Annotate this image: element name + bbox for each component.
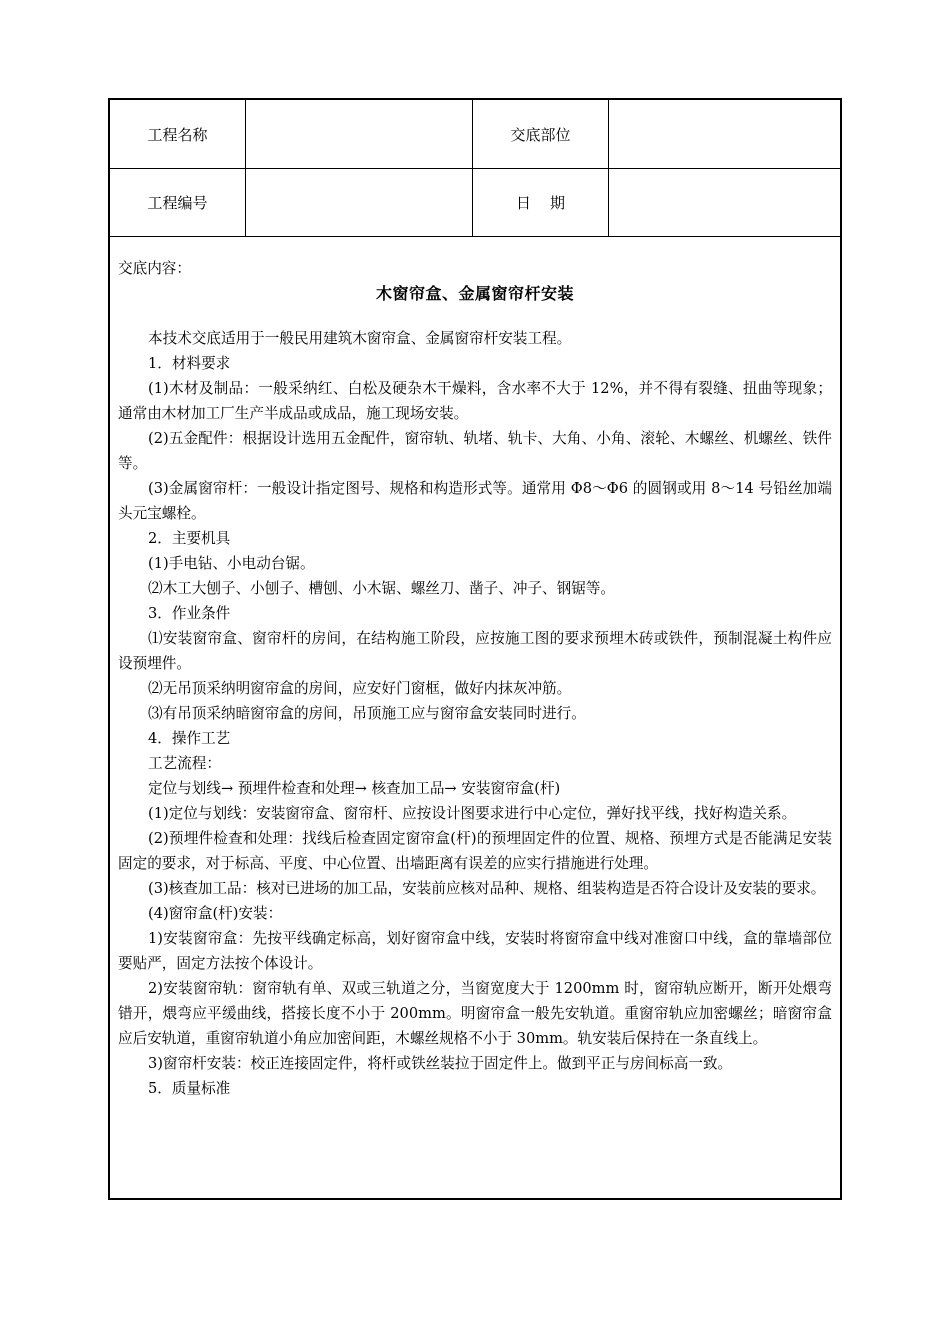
content-lead: 交底内容： — [118, 260, 191, 277]
content-paragraph: (4)窗帘盒(杆)安装： — [148, 905, 283, 922]
content-paragraph: 3．作业条件 — [148, 605, 231, 622]
project-name-label: 工程名称 — [110, 100, 246, 168]
content-paragraph: 工艺流程： — [148, 755, 221, 772]
content-paragraph: ⑶有吊顶采纳暗窗帘盒的房间，吊顶施工应与窗帘盒安装同时进行。 — [148, 705, 586, 722]
date-label-text: 日 期 — [515, 193, 566, 212]
header-row-1 — [110, 100, 840, 169]
document-title: 木窗帘盒、金属窗帘杆安装 — [375, 284, 574, 303]
project-number-label: 工程编号 — [110, 168, 246, 236]
header-row-2 — [110, 168, 840, 237]
date-value[interactable] — [609, 168, 840, 236]
disclosure-form — [108, 98, 842, 1200]
content-paragraph: (3)金属窗帘杆：一般设计指定图号、规格和构造形式等。通常用 Φ8～Φ6 的圆钢或用 8～14 号铅丝加端头元宝螺栓。 — [118, 480, 832, 522]
content-paragraph: 3)窗帘杆安装：校正连接固定件，将杆或铁丝装拉于固定件上。做到平正与房间标高一致。 — [148, 1055, 733, 1072]
content-paragraph: 定位与划线→ 预埋件检查和处理→ 核查加工品→ 安装窗帘盒(杆) — [148, 780, 561, 797]
content-paragraph: 1)安装窗帘盒：先按平线确定标高，划好窗帘盒中线，安装时将窗帘盒中线对准窗口中线，盒的靠墙部位要贴严，固定方法按个体设计。 — [118, 930, 832, 972]
content-paragraph: ⑴安装窗帘盒、窗帘杆的房间，在结构施工阶段，应按施工图的要求预埋木砖或铁件，预制混凝土构件应设预埋件。 — [118, 630, 832, 672]
content-paragraph: (1)定位与划线：安装窗帘盒、窗帘杆、应按设计图要求进行中心定位，弹好找平线，找好构造关系。 — [148, 805, 797, 822]
disclosure-part-label: 交底部位 — [473, 100, 609, 168]
project-number-value[interactable] — [246, 168, 473, 236]
content-paragraph: (1)手电钻、小电动台锯。 — [148, 555, 315, 572]
content-paragraph: 2)安装窗帘轨：窗帘轨有单、双或三轨道之分，当窗宽度大于 1200mm 时，窗帘轨应断开，断开处煨弯错开，煨弯应平缓曲线，搭接长度不小于 200mm。明窗帘盒一般先安轨道。重窗帘轨应加密螺丝；暗窗帘盒应后安轨道，重窗帘轨道小角应加密间距，木螺丝规格不小于 30mm。轨安装后保持在一条直线上。 — [118, 980, 832, 1047]
date-label — [473, 168, 609, 236]
content-paragraph: ⑵木工大刨子、小刨子、槽刨、小木锯、螺丝刀、凿子、冲子、钢锯等。 — [148, 580, 616, 597]
content-paragraph: 2．主要机具 — [148, 530, 231, 547]
content-paragraph: (2)预埋件检查和处理：找线后检查固定窗帘盒(杆)的预埋固定件的位置、规格、预埋方式是否能满足安装固定的要求，对于标高、平度、中心位置、出墙距离有误差的应实行措施进行处理。 — [118, 830, 832, 872]
content-paragraph: 5．质量标准 — [148, 1080, 231, 1097]
disclosure-content — [110, 238, 840, 1198]
content-paragraph: (1)木材及制品：一般采纳红、白松及硬杂木干燥料，含水率不大于 12%，并不得有裂缝、扭曲等现象；通常由木材加工厂生产半成品或成品，施工现场安装。 — [118, 380, 832, 422]
content-paragraph: 4．操作工艺 — [148, 730, 231, 747]
content-paragraph: 本技术交底适用于一般民用建筑木窗帘盒、金属窗帘杆安装工程。 — [148, 330, 572, 347]
project-name-value[interactable] — [246, 100, 473, 168]
content-paragraph: 1．材料要求 — [148, 355, 231, 372]
content-paragraphs — [118, 326, 832, 1101]
content-paragraph: (2)五金配件：根据设计选用五金配件，窗帘轨、轨堵、轨卡、大角、小角、滚轮、木螺丝、机螺丝、铁件等。 — [118, 430, 832, 472]
disclosure-part-value[interactable] — [609, 100, 840, 168]
content-paragraph: ⑵无吊顶采纳明窗帘盒的房间，应安好门窗框，做好内抹灰冲筋。 — [148, 680, 572, 697]
content-paragraph: (3)核查加工品：核对已进场的加工品，安装前应核对品种、规格、组装构造是否符合设计及安装的要求。 — [148, 880, 826, 897]
